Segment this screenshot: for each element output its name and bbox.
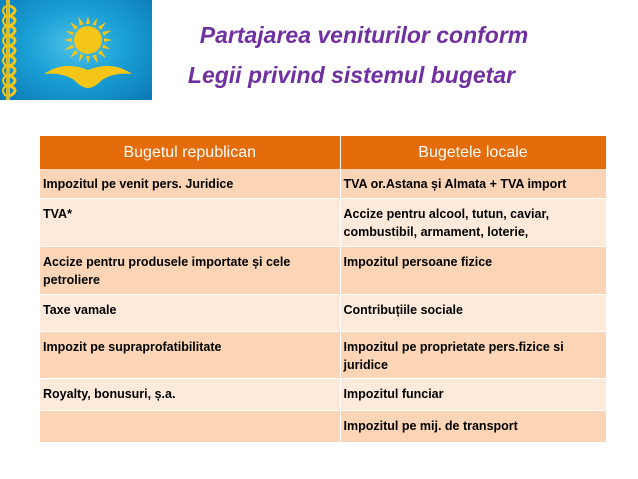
table-cell: Taxe vamale — [40, 295, 340, 332]
table-cell: Contribuțiile sociale — [340, 295, 606, 332]
table-cell: Impozitul pe mij. de transport — [340, 411, 606, 443]
table-cell: Royalty, bonusuri, ș.a. — [40, 379, 340, 411]
table-row — [40, 411, 606, 443]
table-cell: Impozitul pe venit pers. Juridice — [40, 169, 340, 199]
table-cell: Impozit pe supraprofatibilitate — [40, 332, 340, 379]
table-cell: TVA or.Astana și Almata + TVA import — [340, 169, 606, 199]
table-row — [40, 247, 606, 295]
table-row — [40, 295, 606, 332]
table-cell: Accize pentru produsele importate și cele petroliere — [40, 247, 340, 295]
table-header-row — [40, 136, 606, 169]
header-republican-budget: Bugetul republican — [40, 136, 340, 169]
table-cell — [40, 411, 340, 443]
revenue-sharing-table — [40, 136, 607, 443]
header-local-budgets: Bugetele locale — [340, 136, 606, 169]
table-row — [40, 332, 606, 379]
slide-title-line-2: Legii privind sistemul bugetar — [187, 62, 516, 88]
table-cell: Impozitul persoane fizice — [340, 247, 606, 295]
table-cell: Accize pentru alcool, tutun, caviar, combustibil, armament, loterie, — [340, 199, 606, 247]
table-row — [40, 379, 606, 411]
table-cell: Impozitul pe proprietate pers.fizice si juridice — [340, 332, 606, 379]
table-cell: Impozitul funciar — [340, 379, 606, 411]
slide-title-line-1: Partajarea veniturilor conform — [199, 22, 529, 48]
table-row — [40, 199, 606, 247]
table-row — [40, 169, 606, 199]
table-cell: TVA* — [40, 199, 340, 247]
